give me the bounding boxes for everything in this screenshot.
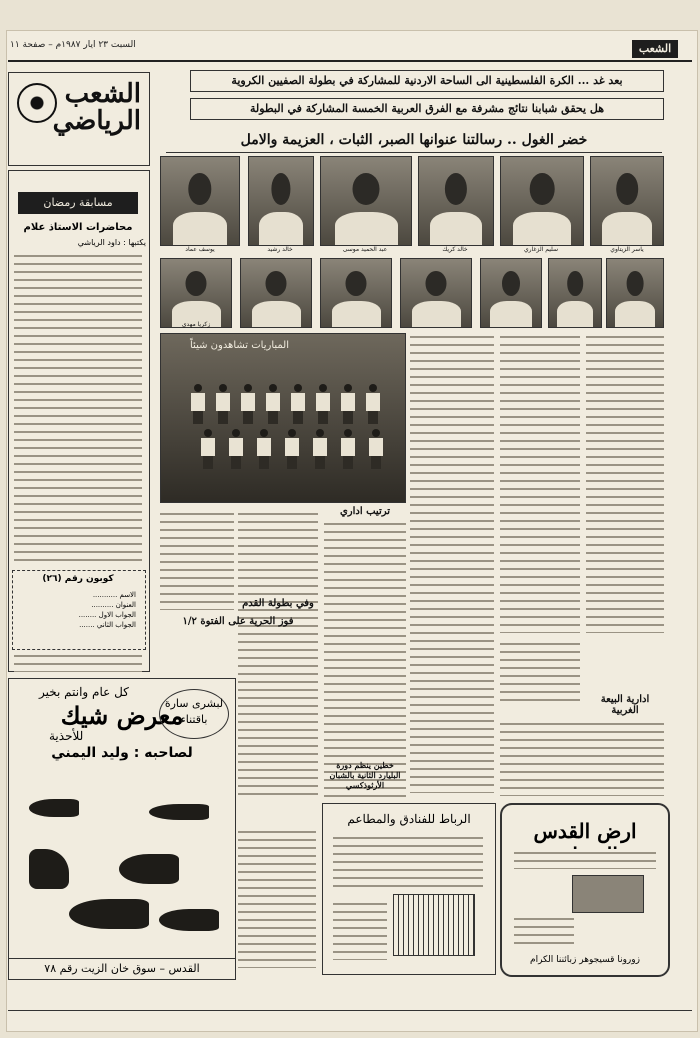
photo-caption: عبد الحميد موسى — [342, 246, 388, 253]
section-heading: ادارية البيعة الغربية — [600, 694, 650, 716]
ad2-contact — [333, 900, 387, 960]
ad3-contact — [514, 915, 574, 949]
hotel-ad — [322, 803, 496, 975]
coupon-row: العنوان .......... — [91, 601, 136, 609]
shoe-store-ad — [8, 678, 236, 980]
player-photo — [320, 258, 392, 328]
player-photo — [160, 258, 232, 328]
byline: يكتبها : داود الرياشي — [77, 238, 146, 247]
ad3-body — [514, 849, 656, 869]
article-column — [324, 520, 406, 800]
player-photo — [160, 156, 240, 246]
coupon-row: الجواب الثاني ....... — [79, 621, 136, 629]
player-photo — [400, 258, 472, 328]
shoe-icon — [159, 909, 219, 931]
ad1-sub: للأحذية — [49, 729, 84, 743]
player-photo — [248, 156, 314, 246]
coupon-title: كوبون رقم (٢٦) — [42, 574, 114, 584]
section-heading: فوز الحرية على الفتوة ١/٢ — [182, 616, 294, 627]
shoe-icon — [69, 899, 149, 929]
headline-2: هل يحقق شبابنا نتائج مشرفة مع الفرق العربية الخمسة المشاركة في البطولة — [190, 98, 664, 120]
ad1-owner: لصاحبه : وليد اليمني — [51, 745, 193, 761]
left-column-body — [14, 252, 142, 562]
article-column — [160, 510, 234, 610]
lecture-title: محاضرات الاستاذ علام — [23, 222, 133, 233]
photo-caption: يوسف عماد — [185, 246, 215, 253]
player-photo — [480, 258, 542, 328]
article-column — [586, 333, 664, 633]
player-photo — [320, 156, 412, 246]
exchange-ad — [500, 803, 670, 977]
ad3-footer: زورونا قسيجوهر زبائننا الكرام — [530, 955, 640, 965]
contest-title: مسابقة رمضان — [18, 192, 138, 214]
building-icon — [393, 894, 475, 956]
photo-caption: خالد كريك — [442, 246, 468, 253]
banknote-icon — [572, 875, 644, 913]
player-photo — [606, 258, 664, 328]
headline-1: بعد غد ... الكرة الفلسطينية الى الساحة الاردنية للمشاركة في بطولة الصفيين الكروية — [190, 70, 664, 92]
player-photo — [418, 156, 494, 246]
coupon-rows — [20, 590, 136, 630]
photo-caption: سليم الزغاري — [523, 246, 559, 253]
masthead-line2: الرياضي — [52, 106, 141, 137]
ad2-body — [333, 834, 483, 890]
masthead-title — [53, 81, 141, 136]
shoe-icon — [149, 804, 209, 820]
player-photo — [548, 258, 602, 328]
article-column — [500, 720, 664, 796]
logo-small: الشعب — [632, 40, 678, 58]
section-heading: ترتيب اداري — [339, 506, 391, 517]
bottom-rule — [8, 1010, 692, 1011]
article-column — [238, 510, 318, 800]
ad3-title: ارض القدس — [533, 819, 637, 843]
team-photo — [160, 333, 406, 503]
ad2-title: الرباط للفنادق والمطاعم — [347, 812, 471, 826]
article-column — [238, 828, 316, 968]
team-photo-caption: المباريات تشاهدون شيئاً — [190, 340, 290, 351]
coupon-row: الجواب الاول ........ — [78, 611, 136, 619]
article-column — [410, 333, 494, 793]
photo-caption: زكريا مهدي — [181, 321, 211, 328]
photo-caption: ياسر الزيتاوي — [610, 246, 644, 253]
coupon-row: الاسم ........... — [92, 591, 136, 599]
football-icon — [17, 83, 57, 123]
article-column — [500, 640, 580, 706]
shoe-icon — [29, 799, 79, 817]
section-heading: خطين ينظم دورة البليارد الثانية بالشبان الأرثوذكسي — [329, 760, 401, 790]
section-heading: وفي بطولة القدم — [242, 598, 314, 609]
player-photo — [500, 156, 584, 246]
left-column-footer-text — [14, 652, 142, 672]
photo-caption: خالد رشيد — [267, 246, 293, 253]
ad1-greeting: كل عام وانتم بخير — [39, 685, 129, 699]
player-photo — [240, 258, 312, 328]
masthead-line1: الشعب — [64, 79, 141, 109]
shoe-icon — [29, 849, 69, 889]
ad1-bubble: لبشرى سارة باقتناء — [159, 689, 229, 739]
shoe-icon — [119, 854, 179, 884]
dateline: السبت ٢٣ ايار ١٩٨٧م – صفحة ١١ — [10, 40, 136, 50]
masthead — [8, 72, 150, 166]
article-column — [500, 333, 580, 633]
ad1-footer: القدس – سوق خان الزيت رقم ٧٨ — [9, 958, 235, 979]
player-photo — [590, 156, 664, 246]
ad1-name: معرض شيك — [60, 701, 184, 730]
headline-3: خضر الغول .. رسالتنا عنوانها الصبر، الثبات ، العزيمة والامل — [166, 128, 662, 153]
